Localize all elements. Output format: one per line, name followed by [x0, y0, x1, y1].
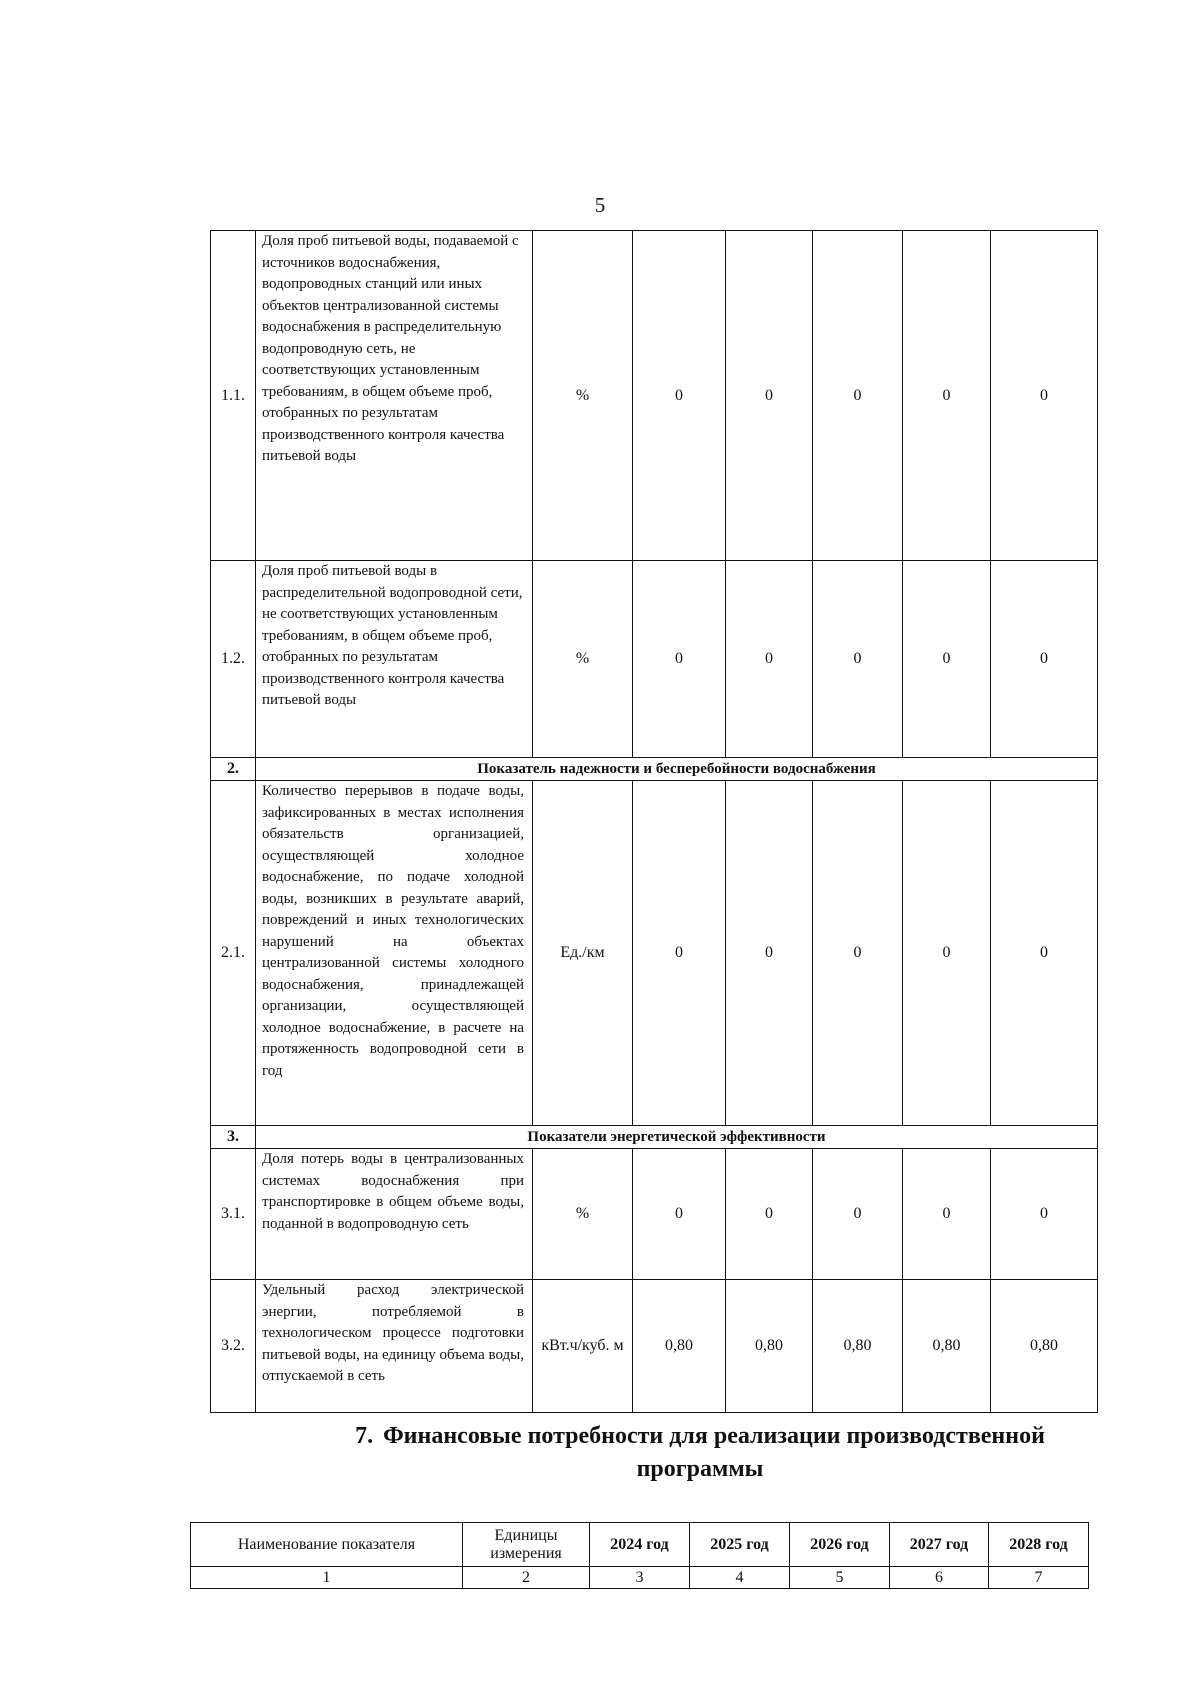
value-cell: 0 — [991, 231, 1098, 561]
header-year-2025: 2025 год — [690, 1523, 790, 1567]
table-row — [211, 781, 1098, 1126]
header-year-2024: 2024 год — [590, 1523, 690, 1567]
row-number: 1.1. — [211, 231, 256, 561]
section-number: 2. — [211, 758, 256, 781]
value-cell: 0 — [903, 1149, 991, 1280]
value-cell: 0 — [726, 231, 813, 561]
section-7-heading — [300, 1420, 1100, 1486]
value-cell: 0 — [903, 231, 991, 561]
unit-cell: % — [533, 1149, 633, 1280]
value-cell: 0 — [633, 781, 726, 1126]
section-row — [211, 1126, 1098, 1149]
value-cell: 0 — [991, 1149, 1098, 1280]
section-title: Показатель надежности и бесперебойности водоснабжения — [256, 758, 1098, 781]
column-number: 5 — [790, 1567, 890, 1589]
indicators-table — [210, 230, 1098, 1413]
value-cell: 0,80 — [991, 1280, 1098, 1413]
page-number: 5 — [594, 193, 606, 217]
unit-cell: % — [533, 231, 633, 561]
value-cell: 0 — [813, 231, 903, 561]
row-number: 2.1. — [211, 781, 256, 1126]
value-cell: 0 — [633, 231, 726, 561]
table-row — [211, 1149, 1098, 1280]
section-title: Показатели энергетической эффективности — [256, 1126, 1098, 1149]
column-number: 3 — [590, 1567, 690, 1589]
value-cell: 0,80 — [813, 1280, 903, 1413]
indicator-description: Количество перерывов в подаче воды, зафиксированных в местах исполнения обязательств организацией, осуществляющей холодное водоснабжение, по подаче холодной воды, возникших в результате аварий, повреждений и иных технологических нарушений на объектах централизованной системы холодного водоснабжения, принадлежащей организации, осуществляющей холодное водоснабжение, в расчете на протяженность водопроводной сети в год — [256, 781, 533, 1126]
row-number: 1.2. — [211, 561, 256, 758]
column-number: 4 — [690, 1567, 790, 1589]
section-number: 3. — [211, 1126, 256, 1149]
table-row — [211, 561, 1098, 758]
column-number: 2 — [463, 1567, 590, 1589]
row-number: 3.1. — [211, 1149, 256, 1280]
header-indicator-name: Наименование показателя — [191, 1523, 463, 1567]
indicator-description: Доля проб питьевой воды, подаваемой с источников водоснабжения, водопроводных станций или иных объектов централизованной системы водоснабжения в распределительную водопроводную сеть, не соответствующих установленным требованиям, в общем объеме проб, отобранных по результатам производственного контроля качества питьевой воды — [256, 231, 533, 561]
table-row — [211, 1280, 1098, 1413]
section-row — [211, 758, 1098, 781]
unit-cell: кВт.ч/куб. м — [533, 1280, 633, 1413]
column-number: 7 — [989, 1567, 1089, 1589]
row-number: 3.2. — [211, 1280, 256, 1413]
value-cell: 0 — [633, 561, 726, 758]
value-cell: 0 — [813, 781, 903, 1126]
header-row — [191, 1523, 1089, 1567]
value-cell: 0,80 — [633, 1280, 726, 1413]
value-cell: 0 — [903, 561, 991, 758]
column-number: 1 — [191, 1567, 463, 1589]
value-cell: 0 — [813, 1149, 903, 1280]
unit-cell: Ед./км — [533, 781, 633, 1126]
value-cell: 0 — [633, 1149, 726, 1280]
header-year-2026: 2026 год — [790, 1523, 890, 1567]
value-cell: 0,80 — [903, 1280, 991, 1413]
section-7-number: 7. — [355, 1423, 374, 1449]
header-year-2027: 2027 год — [890, 1523, 989, 1567]
column-number: 6 — [890, 1567, 989, 1589]
value-cell: 0 — [991, 781, 1098, 1126]
column-number-row — [191, 1567, 1089, 1589]
section-7-title: Финансовые потребности для реализации производственной программы — [383, 1423, 1045, 1482]
table-row — [211, 231, 1098, 561]
header-year-2028: 2028 год — [989, 1523, 1089, 1567]
value-cell: 0 — [726, 1149, 813, 1280]
value-cell: 0 — [726, 561, 813, 758]
financial-needs-table — [190, 1522, 1089, 1589]
unit-cell: % — [533, 561, 633, 758]
value-cell: 0 — [903, 781, 991, 1126]
header-units: Единицы измерения — [463, 1523, 590, 1567]
value-cell: 0 — [991, 561, 1098, 758]
value-cell: 0 — [813, 561, 903, 758]
indicator-description: Удельный расход электрической энергии, потребляемой в технологическом процессе подготовки питьевой воды, на единицу объема воды, отпускаемой в сеть — [256, 1280, 533, 1413]
indicator-description: Доля проб питьевой воды в распределительной водопроводной сети, не соответствующих установленным требованиям, в общем объеме проб, отобранных по результатам производственного контроля качества питьевой воды — [256, 561, 533, 758]
indicator-description: Доля потерь воды в централизованных системах водоснабжения при транспортировке в общем объеме воды, поданной в водопроводную сеть — [256, 1149, 533, 1280]
value-cell: 0 — [726, 781, 813, 1126]
value-cell: 0,80 — [726, 1280, 813, 1413]
